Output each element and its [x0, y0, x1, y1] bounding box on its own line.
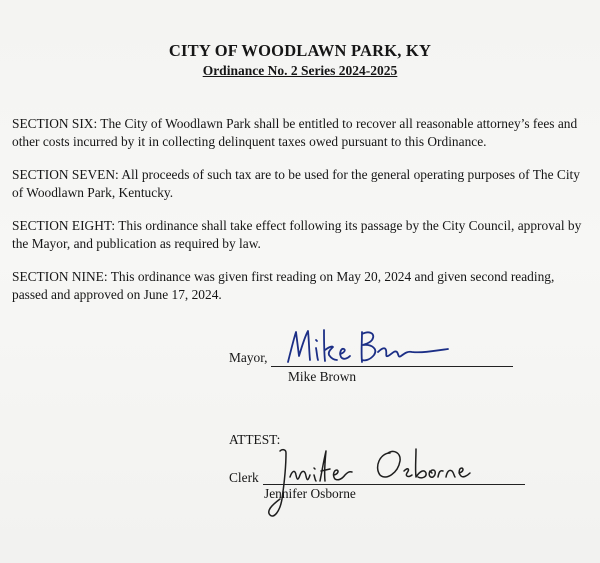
section-six: SECTION SIX: The City of Woodlawn Park shall be entitled to recover all reasonable attorney’s fees and other costs incurred by it in collecting delinquent taxes owed pursuant to this Ordinance.: [12, 116, 578, 149]
section-eight: SECTION EIGHT: This ordinance shall take effect following its passage by the City Council, approval by the Mayor, and publication as required by law.: [12, 218, 582, 251]
attest-label: ATTEST:: [229, 432, 281, 447]
mayor-label: Mayor,: [229, 350, 268, 365]
ordinance-number: Ordinance No. 2 Series 2024-2025: [202, 63, 398, 78]
mayor-signature: [282, 322, 452, 370]
section-seven: SECTION SEVEN: All proceeds of such tax are to be used for the general operating purposes of The City of Woodlawn Park, Kentucky.: [12, 167, 580, 200]
document-header: [0, 41, 600, 79]
clerk-name: Jennifer Osborne: [264, 486, 356, 501]
clerk-label: Clerk: [229, 470, 259, 485]
mayor-signature-line: [271, 366, 513, 367]
clerk-signature: [262, 437, 472, 525]
clerk-signature-line: [263, 484, 525, 485]
document-title: CITY OF WOODLAWN PARK, KY: [168, 41, 432, 60]
mayor-name: Mike Brown: [288, 369, 357, 384]
ordinance-sections: [12, 115, 590, 319]
section-nine: SECTION NINE: This ordinance was given first reading on May 20, 2024 and given second reading, passed and approved on June 17, 2024.: [12, 269, 555, 302]
